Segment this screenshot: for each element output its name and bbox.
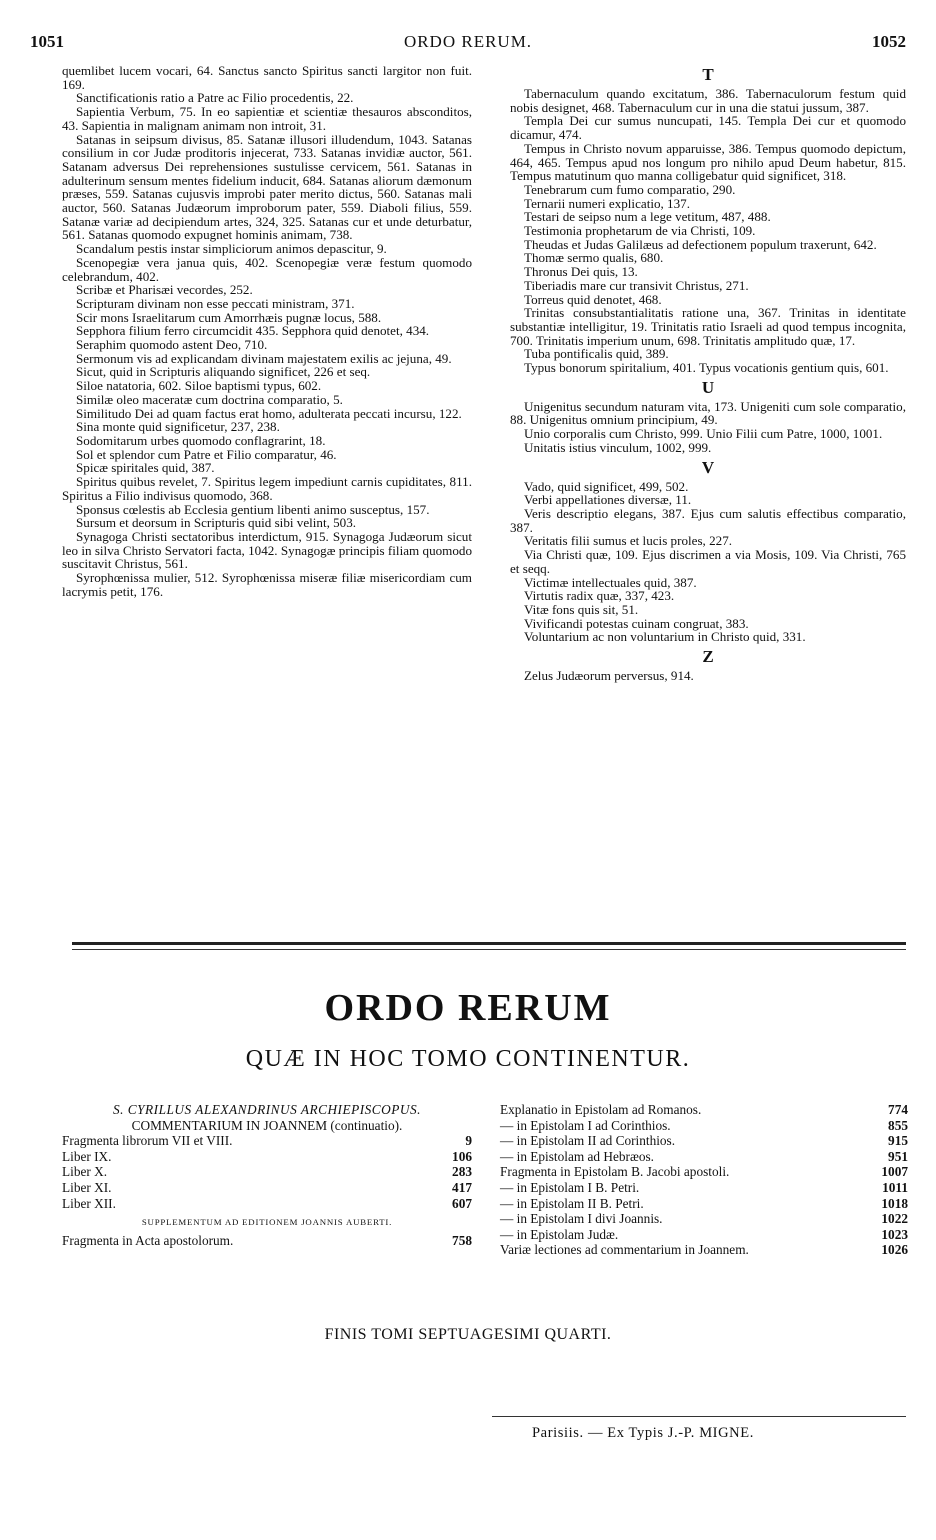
contents-row [500, 1242, 908, 1258]
contents-page: 915 [888, 1133, 908, 1149]
contents-page: 855 [888, 1117, 908, 1133]
index-entry: Sodomitarum urbes quomodo conflagrarint, 18. [76, 432, 326, 448]
index-entry: Similæ oleo maceratæ cum doctrina comparatio, 5. [76, 391, 343, 407]
index-column-left [62, 64, 472, 598]
index-entry: Unigenitus secundum naturam vita, 173. Unigeniti cum sole comparatio, 88. Unigenitus omnium principium, 49. [510, 398, 906, 428]
index-entry: Satanas in seipsum divisus, 85. Satanæ illusori illudendum, 1043. Satanas consilium in cor Judæ proditoris injecerat, 733. Satanas invidiæ auctor, 561. Satanam adversus Dei reprehensiones sustulisse cervicem, 561. Satanas in adulterinum sensum mentes fidelium inducit, 684. Satanas aliorum dæmonum præses, 559. Satanas cujusvis improbi pater merito dictus, 560. Satanas mali auctor, 560. Satanas Judæorum improborum pater, 559. Diaboli filius, 559. Satanæ variæ ad decipiendum artes, 324, 325. Satanas cur et unde deturbatur, 561. Satanas quomodo expugnet hominis animam, 738. [62, 131, 472, 243]
index-entry: Unitatis istius vinculum, 1002, 999. [524, 439, 712, 455]
index-entry: Tempus in Christo novum apparuisse, 386. Tempus quomodo depictum, 464, 465. Tempus apud nos longum pro nihilo apud Deum habetur, 815. Tempus matutinum quo manna colligebatur quid significet, 318. [510, 140, 906, 184]
index-entry: Typus bonorum spiritalium, 401. Typus vocationis gentium quis, 601. [524, 360, 889, 376]
contents-row [500, 1149, 908, 1165]
contents-page: 774 [888, 1102, 908, 1117]
index-entry: Tabernaculum quando excitatum, 386. Tabernaculorum festum quid nobis designet, 468. Tabernaculum cur in una die statui jussum, 387. [510, 86, 906, 115]
contents-page: 607 [452, 1195, 472, 1211]
index-entry: Sepphora filium ferro circumcidit 435. Sepphora quid denotet, 434. [76, 323, 430, 339]
index-entry: Scribæ et Pharisæi vecordes, 252. [76, 282, 253, 298]
contents-title: — in Epistolam Judæ. [500, 1226, 619, 1242]
contents-title: Variæ lectiones ad commentarium in Joannem. [500, 1242, 749, 1258]
index-entry: Vivificandi potestas cuinam congruat, 383. [524, 615, 749, 631]
double-rule-top [72, 942, 906, 945]
index-entry: Sol et splendor cum Patre et Filio comparatur, 46. [76, 446, 337, 462]
section-letter: V [701, 457, 715, 477]
contents-row [62, 1133, 472, 1149]
index-entry: Voluntarium ac non voluntarium in Christo quid, 331. [524, 629, 806, 645]
contents-page: 758 [452, 1232, 472, 1248]
section-letter: T [702, 65, 714, 84]
contents-page: 283 [452, 1164, 472, 1180]
index-entry: Sursum et deorsum in Scripturis quid sibi velint, 503. [76, 515, 357, 531]
contents-row [500, 1164, 908, 1180]
index-entry: Verbi appellationes diversæ, 11. [524, 492, 692, 508]
index-entry: Syrophœnissa mulier, 512. Syrophœnissa miseræ filiæ misericordiam cum lacrymis petit, 176. [62, 570, 472, 599]
page-number-left: 1051 [30, 32, 64, 51]
author-heading: S. CYRILLUS ALEXANDRINUS ARCHIEPISCOPUS. [113, 1102, 421, 1117]
index-entry: Sina monte quid significetur, 237, 238. [76, 419, 280, 435]
section-subtitle: QUÆ IN HOC TOMO CONTINENTUR. [245, 1046, 691, 1072]
page-header [30, 32, 906, 56]
volume-end-note: FINIS TOMI SEPTUAGESIMI QUARTI. [324, 1326, 612, 1343]
index-entry: Thronus Dei quis, 13. [524, 264, 638, 280]
index-entry: Via Christi quæ, 109. Ejus discrimen a via Mosis, 109. Via Christi, 765 et seqq. [510, 547, 906, 576]
contents-right [500, 1102, 908, 1258]
contents-page: 1026 [881, 1242, 908, 1258]
index-column-right [510, 64, 906, 683]
contents-page: 417 [452, 1179, 472, 1195]
contents-title: — in Epistolam I divi Joannis. [500, 1211, 663, 1227]
index-entry: Ternarii numeri explicatio, 137. [524, 195, 690, 211]
contents-title: — in Epistolam II ad Corinthios. [500, 1133, 676, 1149]
index-entry: Scenopegiæ vera janua quis, 402. Scenopegiæ veræ festum quomodo celebrandum, 402. [62, 254, 472, 284]
index-entry: Veritatis filii sumus et lucis proles, 227. [524, 533, 733, 549]
contents-page: 1023 [881, 1226, 908, 1242]
contents-title: Liber IX. [62, 1148, 112, 1164]
section-letter: U [701, 377, 715, 397]
contents-row [500, 1180, 908, 1196]
contents-title: Explanatio in Epistolam ad Romanos. [500, 1102, 702, 1117]
contents-row [500, 1133, 908, 1149]
contents-row [500, 1211, 908, 1227]
contents-title: Liber X. [62, 1164, 108, 1180]
contents-row [62, 1196, 472, 1212]
contents-title: Fragmenta in Epistolam B. Jacobi apostoli. [500, 1164, 730, 1180]
index-entry: Scandalum pestis instar simpliciorum animos depascitur, 9. [76, 241, 387, 257]
contents-page: 9 [465, 1133, 472, 1149]
index-entry: Testimonia prophetarum de via Christi, 109. [524, 223, 756, 239]
index-entry: Torreus quid denotet, 468. [524, 291, 662, 307]
page-number-right: 1052 [872, 32, 906, 51]
contents-row [500, 1102, 908, 1118]
contents-row [500, 1118, 908, 1134]
contents-page: 1011 [882, 1179, 908, 1195]
index-entry: Sponsus cœlestis ab Ecclesia gentium libenti animo susceptus, 157. [76, 501, 430, 517]
supplement-heading: SUPPLEMENTUM AD EDITIONEM JOANNIS AUBERTI. [141, 1217, 393, 1228]
index-entry: Similitudo Dei ad quam factus erat homo, adulterata peccati incursu, 122. [76, 405, 462, 421]
contents-page: 1022 [881, 1211, 908, 1227]
contents-title: Fragmenta librorum VII et VIII. [62, 1133, 233, 1149]
contents-title: — in Epistolam I B. Petri. [500, 1179, 640, 1195]
contents-row [62, 1233, 472, 1249]
index-entry: Testari de seipso num a lege vetitum, 487, 488. [524, 209, 771, 225]
contents-title: — in Epistolam I ad Corinthios. [500, 1117, 671, 1133]
printer-imprint: Parisiis. — Ex Typis J.-P. MIGNE. [532, 1425, 754, 1441]
section-title: ORDO RERUM [324, 987, 612, 1029]
index-entry: Templa Dei cur sumus nuncupati, 145. Templa Dei cur et quomodo dicamur, 474. [510, 113, 906, 143]
contents-page: 1018 [881, 1195, 908, 1211]
contents-title: Liber XII. [62, 1195, 116, 1211]
index-entry: Sermonum vis ad explicandam divinam majestatem exilis ac jejuna, 49. [76, 350, 452, 366]
index-entry: Spicæ spiritales quid, 387. [76, 460, 215, 476]
contents-page: 951 [888, 1148, 908, 1164]
running-title: ORDO RERUM. [403, 32, 533, 51]
work-heading: COMMENTARIUM IN JOANNEM (continuatio). [131, 1117, 403, 1133]
index-entry: Tiberiadis mare cur transivit Christus, 271. [524, 277, 749, 293]
index-entry: Vitæ fons quis sit, 51. [524, 601, 639, 617]
contents-title: — in Epistolam ad Hebræos. [500, 1148, 655, 1164]
contents-row [62, 1180, 472, 1196]
contents-page: 1007 [881, 1164, 908, 1180]
index-entry: Sicut, quid in Scripturis aliquando significet, 226 et seq. [76, 364, 371, 380]
section-letter: Z [702, 647, 714, 667]
printer-rule [492, 1416, 906, 1417]
index-entry: Veris descriptio elegans, 387. Ejus cum salutis effectibus comparatio, 387. [510, 505, 906, 535]
index-entry: Seraphim quomodo astent Deo, 710. [76, 337, 268, 353]
contents-title: Fragmenta in Acta apostolorum. [62, 1232, 234, 1248]
contents-page: 106 [452, 1148, 472, 1164]
index-entry: Zelus Judæorum perversus, 914. [524, 668, 694, 684]
contents-title: — in Epistolam II B. Petri. [500, 1195, 644, 1211]
double-rule-bottom [72, 949, 906, 950]
index-entry: Sapientia Verbum, 75. In eo sapientiæ et scientiæ thesauros absconditos, 43. Sapientia in malignam animam non introit, 31. [62, 104, 472, 133]
index-entry: Vado, quid significet, 499, 502. [524, 478, 689, 494]
index-entry: Sanctificationis ratio a Patre ac Filio procedentis, 22. [76, 90, 354, 106]
index-entry: Thomæ sermo qualis, 680. [524, 250, 664, 266]
index-entry: Tuba pontificalis quid, 389. [524, 346, 669, 362]
contents-left [62, 1102, 472, 1248]
index-entry: Virtutis radix quæ, 337, 423. [524, 588, 675, 604]
index-entry: Theudas et Judas Galilæus ad defectionem populum traxerunt, 642. [524, 236, 877, 252]
index-entry: Trinitas consubstantialitatis ratione una, 367. Trinitas in identitate substantiæ intelligitur, 19. Trinitatis ratio Israeli ad quod tempus incognita, 700. Trinitatis imperium unum, 698. Trinitatis amplitudo quæ, 17. [510, 305, 906, 348]
index-entry: Synagoga Christi sectatoribus interdictum, 915. Synagoga Judæorum sicut leo in silva Christo Servatori facta, 1042. Synagogæ principis filiam quomodo suscitavit Christus, 561. [62, 528, 472, 572]
contents-row [62, 1164, 472, 1180]
index-entry: Spiritus quibus revelet, 7. Spiritus legem impediunt carnis cupiditates, 811. Spiritus a Filio indivisus quomodo, 368. [62, 474, 472, 503]
index-entry: Scir mons Israelitarum cum Amorrhæis pugnæ locus, 588. [76, 309, 382, 325]
index-entry: Scripturam divinam non esse peccati ministram, 371. [76, 295, 355, 311]
contents-row [500, 1196, 908, 1212]
index-entry: Unio corporalis cum Christo, 999. Unio Filii cum Patre, 1000, 1001. [524, 426, 883, 442]
index-entry: quemlibet lucem vocari, 64. Sanctus sancto Spiritus sancti largitor non fuit. 169. [62, 63, 472, 92]
index-entry: Victimæ intellectuales quid, 387. [524, 574, 697, 590]
contents-row [500, 1227, 908, 1243]
contents-title: Liber XI. [62, 1179, 112, 1195]
index-entry: Siloe natatoria, 602. Siloe baptismi typus, 602. [76, 378, 322, 394]
index-entry: Tenebrarum cum fumo comparatio, 290. [524, 181, 736, 197]
contents-row [62, 1149, 472, 1165]
